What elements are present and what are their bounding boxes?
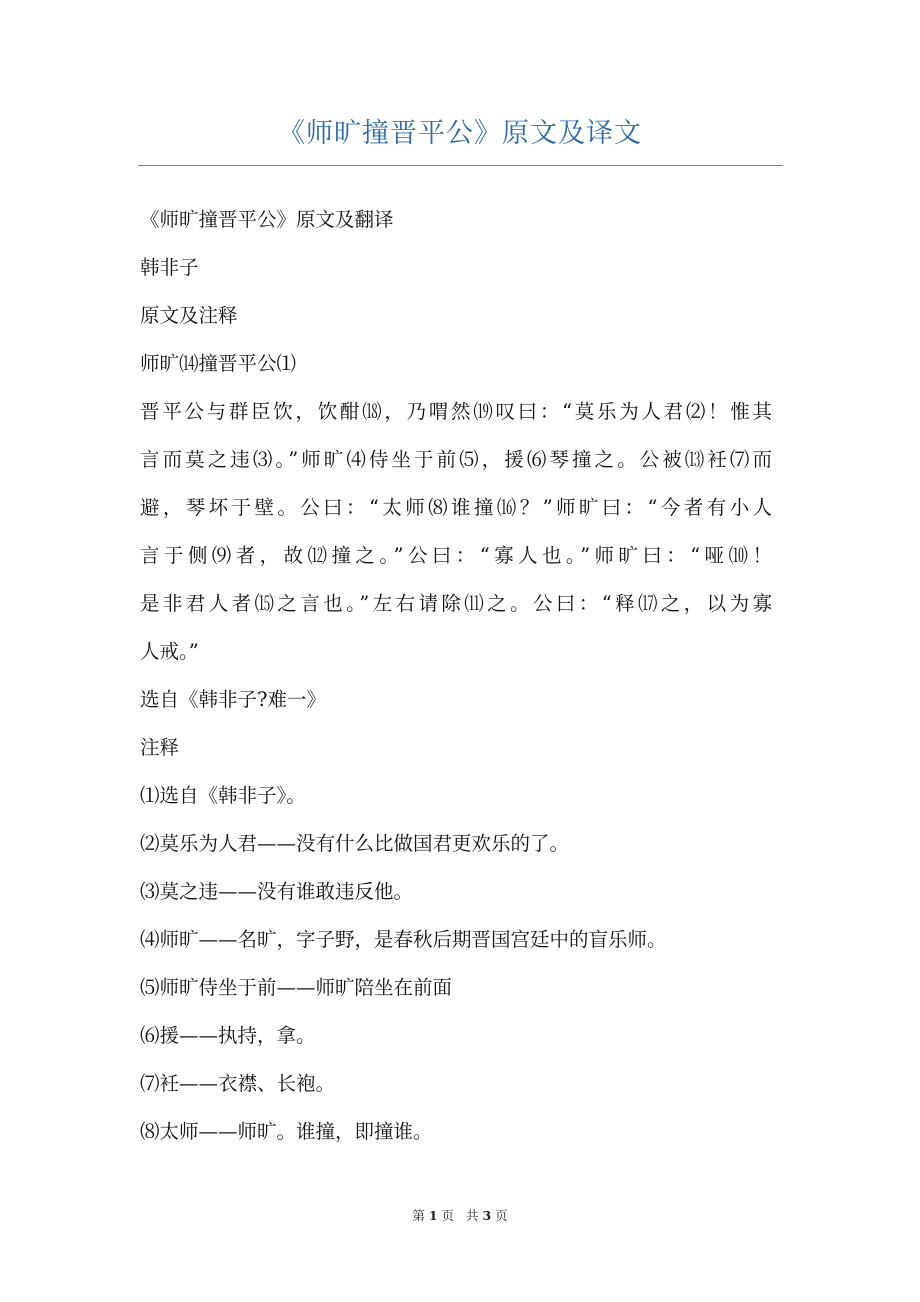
body-line: 选自《韩非子?难一》: [140, 688, 326, 711]
body-line: ⑵莫乐为人君——没有什么比做国君更欢乐的了。: [140, 832, 570, 855]
body-line: 《师旷撞晋平公》原文及翻译: [140, 208, 394, 231]
body-line: 避，琴坏于壁。公曰：“太师⑻谁撞⒃？”师旷曰：“今者有小人: [140, 496, 772, 519]
page-footer: [0, 1206, 920, 1226]
body-line: ⑹援——执持，拿。: [140, 1024, 316, 1047]
footer-prefix: 第: [412, 1208, 425, 1223]
body-line: 注释: [140, 736, 180, 759]
document-body: [140, 196, 772, 1156]
footer-mid: 页 共: [441, 1208, 479, 1223]
body-line: 人戒。”: [140, 640, 199, 663]
body-line: ⑷师旷——名旷，字子野，是春秋后期晋国宫廷中的盲乐师。: [140, 928, 667, 951]
body-line: 言于侧⑼者，故⑿撞之。”公曰：“寡人也。”师旷曰：“哑⑽！: [140, 544, 772, 567]
body-line: ⑺衽——衣襟、长袍。: [140, 1072, 336, 1095]
footer-suffix: 页: [495, 1208, 508, 1223]
body-line: 言而莫之违⑶。”师旷⑷侍坐于前⑸，援⑹琴撞之。公被⒀衽⑺而: [140, 448, 772, 471]
footer-current-page: 1: [428, 1208, 438, 1223]
title-underline: [138, 165, 783, 166]
footer-total-pages: 3: [482, 1208, 492, 1223]
body-line: ⑴选自《韩非子》。: [140, 784, 306, 807]
body-line: ⑶莫之违——没有谁敢违反他。: [140, 880, 414, 903]
body-line: 原文及注释: [140, 304, 238, 327]
body-line: 韩非子: [140, 256, 199, 279]
body-line: 晋平公与群臣饮，饮酣⒅，乃喟然⒆叹曰：“莫乐为人君⑵！惟其: [140, 400, 772, 423]
body-line: ⑸师旷侍坐于前——师旷陪坐在前面: [140, 976, 453, 999]
body-line: ⑻太师——师旷。谁撞，即撞谁。: [140, 1120, 433, 1143]
body-line: 是非君人者⒂之言也。”左右请除⑾之。公曰：“释⒄之，以为寡: [140, 592, 772, 615]
document-title: 《师旷撞晋平公》原文及译文: [278, 118, 642, 149]
body-line: 师旷⒁撞晋平公⑴: [140, 352, 297, 375]
